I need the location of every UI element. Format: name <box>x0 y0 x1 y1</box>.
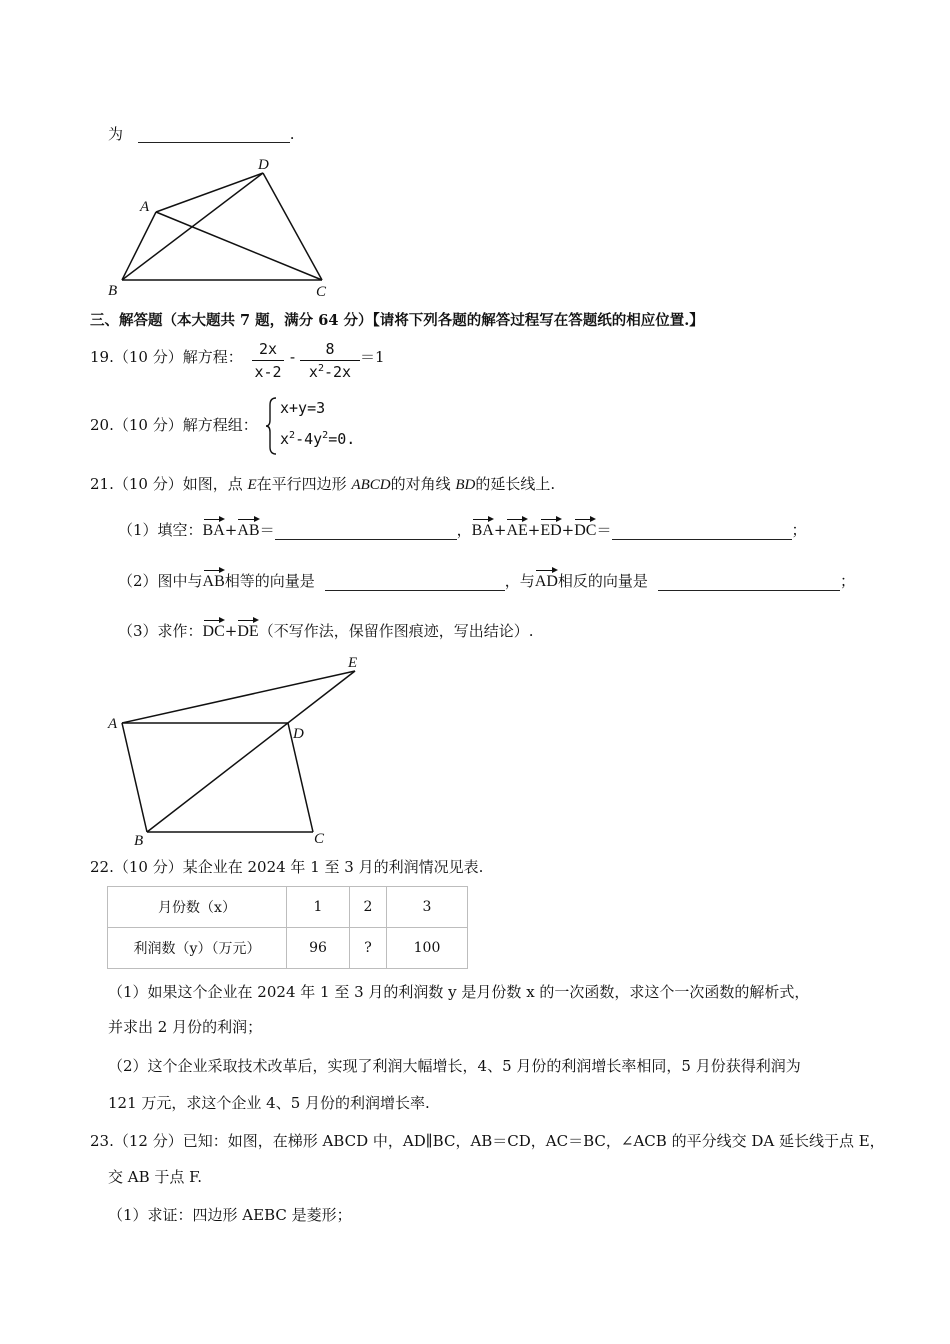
q21-part-2: （2）图中与AB相等的向量是 ，与AD相反的向量是 ； <box>118 572 855 590</box>
table-cell: 100 <box>387 928 468 969</box>
vector-de: DE <box>237 620 258 641</box>
q22-part-1-line-2: 并求出 2 月份的利润； <box>108 1018 263 1036</box>
q21-lead: 21.（10 分）如图，点 E在平行四边形 ABCD的对角线 BD的延长线上. <box>90 475 556 493</box>
q19-fraction-2 <box>300 340 360 381</box>
q21-part-3: （3）求作：DC+DE（不写作法，保留作图痕迹，写出结论）. <box>118 622 534 640</box>
q18-suffix: . <box>289 125 295 143</box>
q20-lead: 20.（10 分）解方程组： <box>90 416 258 434</box>
fig1-segment-ab <box>122 212 156 280</box>
q23-part-1: （1）求证：四边形 AEBC 是菱形； <box>108 1206 352 1224</box>
fig1-label-d: D <box>258 157 269 173</box>
vector-ba: BA <box>472 519 494 540</box>
fig1-diagonal-bd <box>122 173 263 280</box>
vector-ae: AE <box>506 519 527 540</box>
fig1-label-a: A <box>140 199 150 215</box>
vector-ab: AB <box>237 519 259 540</box>
figure-quadrilateral-abcd <box>100 152 340 300</box>
q21-p2-blank-1[interactable] <box>325 576 505 591</box>
fig1-segment-ad <box>156 173 263 212</box>
q22-part-2-line-1: （2）这个企业采取技术改革后，实现了利润大幅增长，4、5 月份的利润增长率相同，5 月份获得利润为 <box>108 1057 801 1075</box>
fig2-label-d: D <box>293 726 304 742</box>
q18-blank[interactable] <box>138 128 290 143</box>
q22-part-2-line-2: 121 万元，求这个企业 4、5 月份的利润增长率. <box>108 1094 430 1112</box>
q22-part-1-line-1: （1）如果这个企业在 2024 年 1 至 3 月的利润数 y 是月份数 x 的一次函数，求这个一次函数的解析式， <box>108 983 810 1001</box>
q18-prefix: 为 <box>108 125 124 143</box>
q21-p1-blank-1[interactable] <box>275 525 457 540</box>
q22-lead: 22.（10 分）某企业在 2024 年 1 至 3 月的利润情况见表. <box>90 858 484 876</box>
q19-frac1-numerator: 2x <box>258 340 278 358</box>
vector-dc: DC <box>203 620 225 641</box>
table-cell: 1 <box>287 887 350 928</box>
fig1-diagonal-ac <box>156 212 322 280</box>
vector-dc: DC <box>574 519 596 540</box>
q21-p1-blank-2[interactable] <box>612 525 792 540</box>
vector-ab: AB <box>203 570 225 591</box>
fig2-label-c: C <box>314 831 325 847</box>
fig1-label-c: C <box>316 284 327 300</box>
fig2-label-b: B <box>134 833 144 848</box>
table-row <box>108 887 468 928</box>
fig2-line-bde <box>147 671 355 832</box>
table-cell: 96 <box>287 928 350 969</box>
q20-equation-2: $x^2-4y^2=0$. <box>280 430 356 448</box>
fig2-segment-ae <box>122 671 355 723</box>
table-cell: 2 <box>350 887 387 928</box>
section-3-heading: 三、解答题（本大题共 7 题，满分 64 分）【请将下列各题的解答过程写在答题纸的相应位置.】 <box>90 312 704 329</box>
table-cell: 3 <box>387 887 468 928</box>
vector-ad: AD <box>535 570 558 591</box>
fig2-segment-ab <box>122 723 147 832</box>
table-row <box>108 928 468 969</box>
q21-part-1: （1）填空：BA+AB＝ ，BA+AE+ED+DC＝ ； <box>118 521 807 539</box>
q23-line-1: 23.（12 分）已知：如图，在梯形 ABCD 中，AD∥BC，AB＝CD，AC＝BC，∠ACB 的平分线交 DA 延长线于点 E， <box>90 1132 885 1150</box>
table-header-cell: 利润数（y）（万元） <box>108 928 287 969</box>
vector-ba: BA <box>203 519 225 540</box>
fig2-label-a: A <box>108 716 118 732</box>
q19-lead: 19.（10 分）解方程： <box>90 348 243 366</box>
fig2-label-e: E <box>348 655 358 671</box>
figure-parallelogram-abcd-e <box>100 650 380 848</box>
q22-profit-table <box>107 886 468 969</box>
q19-frac2-denominator: $x^2-2x$ <box>308 363 352 381</box>
q18-answer-line <box>108 125 295 143</box>
fig1-segment-dc <box>263 173 322 280</box>
table-header-cell: 月份数（x） <box>108 887 287 928</box>
q20-equation-1: x+y=3 <box>280 399 326 417</box>
q19-fraction-1 <box>252 340 284 381</box>
q21-p2-blank-2[interactable] <box>658 576 840 591</box>
q20-brace-icon <box>264 396 278 456</box>
vector-ed: ED <box>540 519 561 540</box>
q19-frac2-numerator: 8 <box>325 340 335 358</box>
fig1-label-b: B <box>108 283 118 299</box>
q19-minus: - <box>288 348 298 366</box>
q19-frac1-denominator: x-2 <box>254 363 282 381</box>
q19-rhs: ＝1 <box>360 348 385 366</box>
table-cell: ? <box>350 928 387 969</box>
q23-line-2: 交 AB 于点 F. <box>108 1168 202 1186</box>
